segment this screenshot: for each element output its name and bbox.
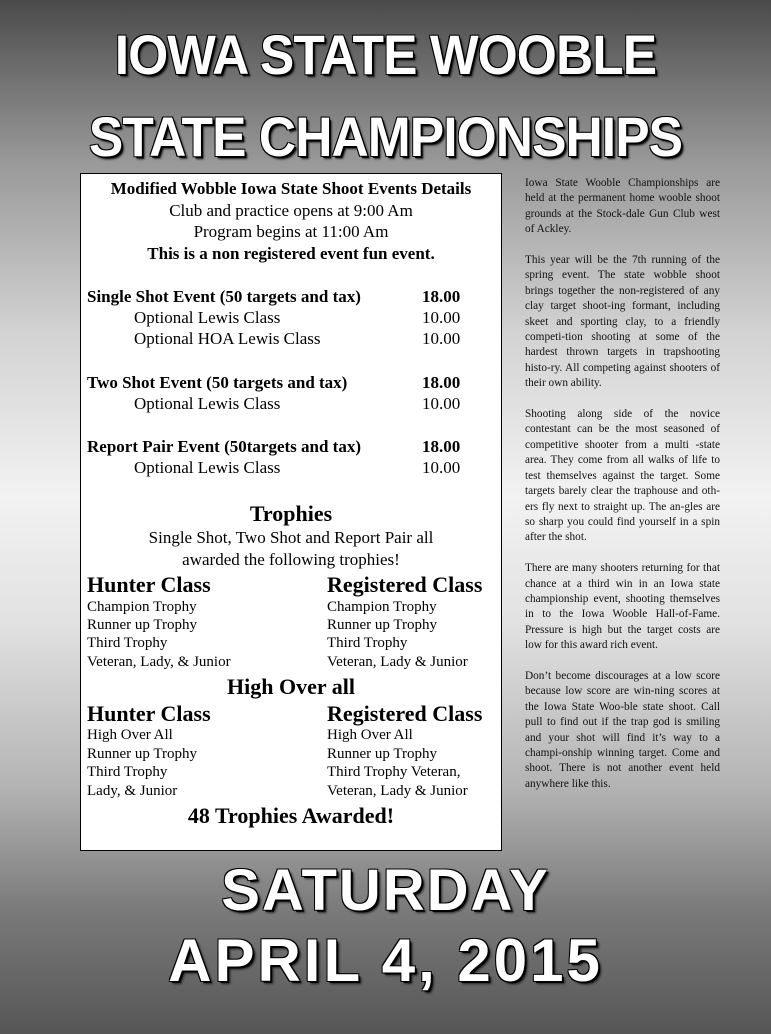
club-opens-text: Club and practice opens at 9:00 Am	[169, 201, 413, 220]
sidebar-paragraph: This year will be the 7th running of the spring event. The state wobble shoot brings together the non-registered of any clay target shoot-ing formant, including skeet and sporting clay, to a friendly competi-tion shooting at some of the hardest thrown targets in trapshooting histo-ry. All competing against shooters of their own ability.	[525, 254, 720, 390]
hunter-trophy: Veteran, Lady, & Junior	[87, 654, 231, 670]
sidebar-paragraph: Shooting along side of the novice contestant can be the most seasoned of competitive shooter from a multi -state area. They come from all walks of life to test themselves against the target. Some targets barely clear the traphouse and oth-ers fly next to straight up. The an-gles are so sharp you could find yourself in a spin after the shot.	[525, 408, 720, 544]
option-price: 10.00	[422, 458, 461, 477]
option-price: 10.00	[422, 308, 461, 327]
hunter-class-title: Hunter Class	[87, 701, 211, 726]
title-line-2: STATE CHAMPIONSHIPS	[88, 105, 683, 168]
option-price: 10.00	[422, 329, 461, 348]
trophies-desc-1: Single Shot, Two Shot and Report Pair all	[148, 528, 434, 547]
trophies-desc-2: awarded the following trophies!	[182, 550, 400, 569]
hunter-trophy: Lady, & Junior	[87, 783, 178, 799]
sidebar-paragraph: Iowa State Wooble Championships are held at the permanent home wooble shoot grounds at the Stock-dale Gun Club west of Ackley.	[525, 177, 720, 236]
event-day: SATURDAY	[221, 858, 550, 923]
event-name: Report Pair Event (50targets and tax)	[87, 437, 362, 456]
hunter-class-title: Hunter Class	[87, 572, 211, 597]
registered-trophy: Third Trophy Veteran,	[327, 764, 461, 780]
option-name: Optional Lewis Class	[134, 308, 281, 327]
high-over-all-heading: High Over all	[227, 674, 355, 699]
registered-trophy: Runner up Trophy	[327, 617, 438, 633]
event-price: 18.00	[422, 437, 461, 456]
trophies-total: 48 Trophies Awarded!	[187, 803, 395, 828]
event-name: Single Shot Event (50 targets and tax)	[87, 287, 361, 306]
registered-trophy: Runner up Trophy	[327, 746, 438, 762]
hunter-trophy: High Over All	[87, 727, 173, 743]
option-name: Optional HOA Lewis Class	[134, 329, 321, 348]
event-price: 18.00	[422, 287, 461, 306]
registered-class-title: Registered Class	[327, 701, 483, 726]
trophies-heading: Trophies	[249, 501, 333, 526]
registered-trophy: Third Trophy	[327, 635, 408, 651]
event-date: APRIL 4, 2015	[168, 927, 603, 994]
option-name: Optional Lewis Class	[134, 394, 281, 413]
hunter-trophy: Runner up Trophy	[87, 746, 198, 762]
registered-trophy: Champion Trophy	[327, 599, 437, 615]
hunter-trophy: Third Trophy	[87, 635, 168, 651]
registered-class-title: Registered Class	[327, 572, 483, 597]
registered-trophy: Veteran, Lady & Junior	[327, 783, 468, 799]
hunter-trophy: Champion Trophy	[87, 599, 197, 615]
event-name: Two Shot Event (50 targets and tax)	[87, 373, 348, 392]
option-name: Optional Lewis Class	[134, 458, 281, 477]
details-title: Modified Wobble Iowa State Shoot Events Details	[110, 179, 472, 198]
hunter-trophy: Third Trophy	[87, 764, 168, 780]
program-begins-text: Program begins at 11:00 Am	[193, 222, 389, 241]
non-registered-notice: This is a non registered event fun event.	[147, 244, 435, 263]
registered-trophy: Veteran, Lady & Junior	[327, 654, 468, 670]
event-details-box	[80, 173, 502, 851]
registered-trophy: High Over All	[327, 727, 413, 743]
event-price: 18.00	[422, 373, 461, 392]
sidebar-paragraph: There are many shooters returning for that chance at a third win in an Iowa state championship event, shooting themselves in to the Iowa Wooble Hall-of-Fame. Pressure is high but the target costs are low for this award rich event.	[525, 562, 720, 652]
title-line-1: IOWA STATE WOOBLE	[114, 23, 657, 86]
sidebar-paragraph: Don’t become discourages at a low score because low score are win-ning scores at the Iowa State Woo-ble state shoot. Call pull to find out if the trap god is smiling and your shot will find it’s way to a champi-onship winning target. Come and shoot. There is not another event held anywhere like this.	[525, 669, 720, 790]
option-price: 10.00	[422, 394, 461, 413]
sidebar-article	[525, 176, 720, 808]
hunter-trophy: Runner up Trophy	[87, 617, 198, 633]
